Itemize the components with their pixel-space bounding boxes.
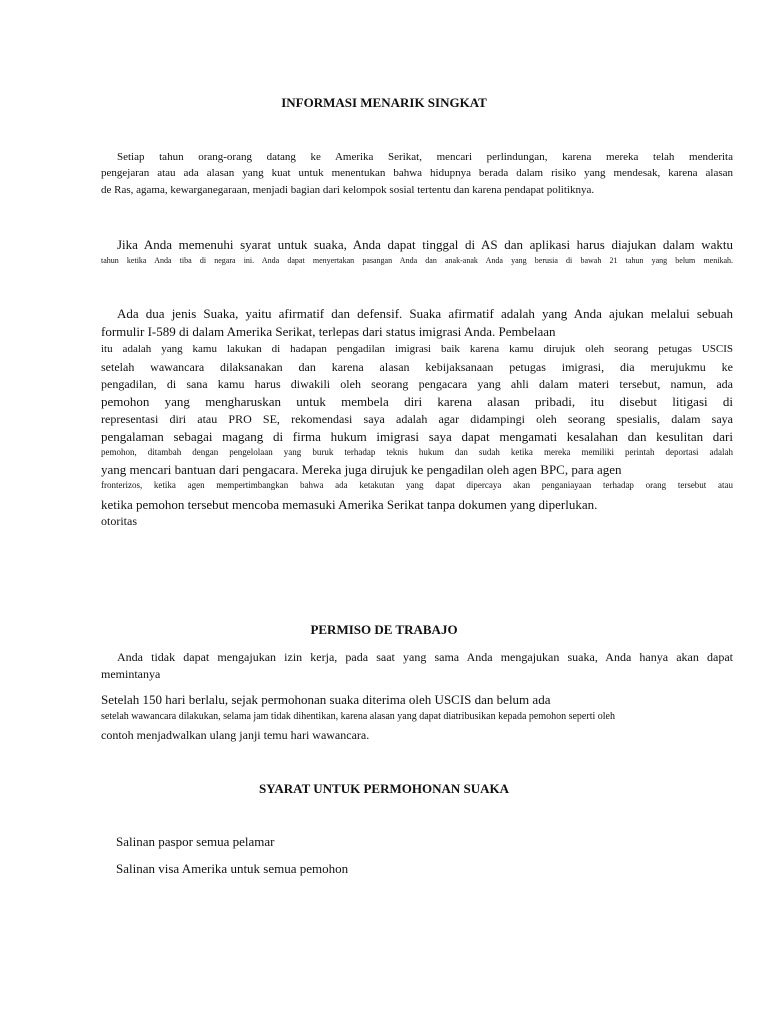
para4-line-2: memintanya	[101, 667, 161, 681]
heading-main: INFORMASI MENARIK SINGKAT	[281, 95, 487, 110]
para2-line-2: tahun ketika Anda tiba di negara ini. Anda dapat menyertakan pasangan Anda dan anak-anak Anda yang berusia di bawah 21 tahun yang belum menikah.	[101, 256, 733, 265]
para3-line-8: pengalaman sebagai magang di firma hukum imigrasi saya dapat mengamati kesalahan dan kesulitan dari	[101, 429, 733, 444]
para5-line-2: setelah wawancara dilakukan, selama jam tidak dihentikan, karena alasan yang dapat diatribusikan kepada pemohon seperti oleh	[101, 711, 615, 722]
para3-line-11: fronterizos, ketika agen mempertimbangkan bahwa ada ketakutan yang dapat dipercaya akan penganiayaan terhadap orang tersebut atau	[101, 480, 733, 490]
para3-line-5: pengadilan, di sana kamu harus diwakili oleh seorang pengacara yang ahli dalam materi tersebut, namun, ada	[101, 377, 733, 391]
para1-line-1: Setiap tahun orang-orang datang ke Amerika Serikat, mencari perlindungan, karena mereka telah menderita	[117, 151, 733, 163]
para2-line-1: Jika Anda memenuhi syarat untuk suaka, Anda dapat tinggal di AS dan aplikasi harus diajukan dalam waktu	[117, 237, 733, 252]
heading-requirements: SYARAT UNTUK PERMOHONAN SUAKA	[258, 781, 510, 796]
heading-work-permit: PERMISO DE TRABAJO	[310, 622, 458, 637]
para1-line-2: pengejaran atau ada alasan yang kuat untuk menentukan bahwa hidupnya berada dalam risiko yang mendesak, karena alasan	[101, 167, 733, 179]
list-item: Salinan paspor semua pelamar	[116, 834, 275, 849]
para3-line-1: Ada dua jenis Suaka, yaitu afirmatif dan defensif. Suaka afirmatif adalah yang Anda ajukan melalui sebuah	[117, 306, 733, 321]
para4-line-1: Anda tidak dapat mengajukan izin kerja, pada saat yang sama Anda mengajukan suaka, Anda hanya akan dapat	[117, 650, 733, 664]
para3-line-4: setelah wawancara dilaksanakan dan karena alasan kebijaksanaan petugas imigrasi, dia merujukmu ke	[101, 360, 733, 374]
para3-line-10: yang mencari bantuan dari pengacara. Mereka juga dirujuk ke pengadilan oleh agen BPC, para agen	[101, 462, 622, 477]
para3-line-12: ketika pemohon tersebut mencoba memasuki Amerika Serikat tanpa dokumen yang diperlukan.	[101, 497, 598, 512]
para3-line-13: otoritas	[101, 514, 137, 528]
para3-line-7: representasi diri atau PRO SE, rekomendasi saya adalah agar didampingi oleh seorang spesialis, dalam saya	[101, 412, 733, 426]
para3-line-9: pemohon, ditambah dengan pengelolaan yang buruk terhadap teknis hukum dan sudah ketika mereka memiliki perintah deportasi adalah	[101, 447, 733, 457]
para3-line-2: formulir I-589 di dalam Amerika Serikat, terlepas dari status imigrasi Anda. Pembelaan	[101, 324, 556, 339]
list-item: Salinan visa Amerika untuk semua pemohon	[116, 861, 349, 876]
para1-line-3: de Ras, agama, kewarganegaraan, menjadi bagian dari kelompok sosial tertentu dan karena pendapat politiknya.	[101, 184, 595, 196]
para5-line-1: Setelah 150 hari berlalu, sejak permohonan suaka diterima oleh USCIS dan belum ada	[101, 692, 551, 707]
para3-line-6: pemohon yang mengharuskan untuk membela diri karena alasan pribadi, itu disebut litigasi di	[101, 394, 733, 409]
para5-line-3: contoh menjadwalkan ulang janji temu hari wawancara.	[101, 728, 370, 742]
para3-line-3: itu adalah yang kamu lakukan di hadapan pengadilan imigrasi baik karena kamu dirujuk oleh seorang petugas USCIS	[101, 343, 733, 355]
